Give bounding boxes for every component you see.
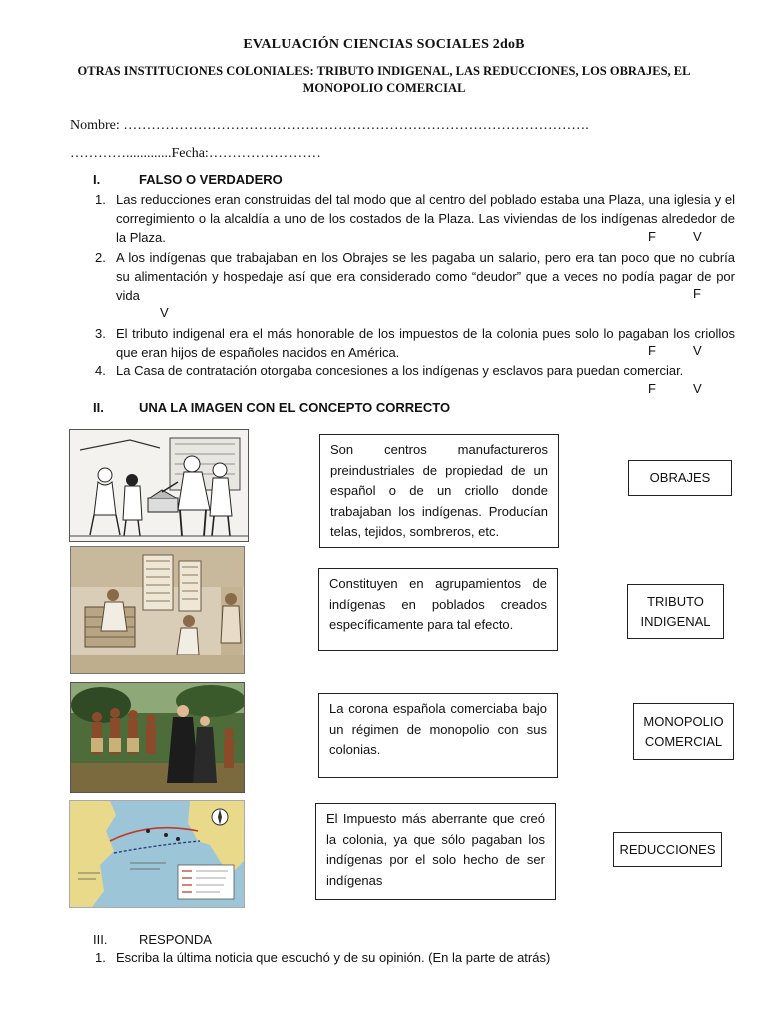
question-2-true-option[interactable]: V [160, 305, 169, 320]
concept-box-monopolio-comercial[interactable]: MONOPOLIO COMERCIAL [633, 703, 734, 760]
section-2-title: UNA LA IMAGEN CON EL CONCEPTO CORRECTO [139, 400, 451, 415]
question-iii-1-text: Escriba la última noticia que escuchó y de su opinión. (En la parte de atrás) [116, 950, 551, 965]
image-trade-map[interactable] [69, 800, 245, 908]
page-subtitle: OTRAS INSTITUCIONES COLONIALES: TRIBUTO INDIGENAL, LAS REDUCCIONES, LOS OBRAJES, EL MONOPOLIO COMERCIAL [77, 64, 691, 95]
definition-box-2: Constituyen en agrupamientos de indígenas en poblados creados específicamente para tal efecto. [318, 568, 558, 651]
definition-box-1: Son centros manufactureros preindustriales de propiedad de un español o de un criollo donde trabajaban los indígenas. Producían telas, tejidos, sombreros, etc. [319, 434, 559, 548]
question-1-false-option[interactable]: F [648, 229, 656, 244]
image-obraje-illustration[interactable] [70, 546, 245, 674]
date-field[interactable]: ………….............Fecha:…………………… [70, 146, 321, 161]
page-title: EVALUACIÓN CIENCIAS SOCIALES 2doB [243, 37, 525, 52]
question-iii-1-number: 1. [95, 950, 106, 965]
question-1-text: Las reducciones eran construidas del tal modo que al centro del poblado estaba una Plaza, una iglesia y el corregimiento o la alcaldía a uno de los costados de la Plaza. Las viviendas de los indígenas alrededor de la Plaza. [116, 192, 735, 245]
question-2-false-option[interactable]: F [693, 286, 701, 301]
section-2-numeral: II. [93, 400, 104, 415]
image-reducciones-painting[interactable] [70, 682, 245, 793]
definition-box-4: El Impuesto más aberrante que creó la colonia, ya que sólo pagaban los indígenas por el solo hecho de ser indígenas [315, 803, 556, 900]
question-1-number: 1. [95, 192, 106, 207]
section-3-title: RESPONDA [139, 932, 212, 947]
question-3-true-option[interactable]: V [693, 343, 702, 358]
question-2-number: 2. [95, 250, 106, 265]
concept-box-obrajes[interactable]: OBRAJES [628, 460, 732, 496]
section-3-numeral: III. [93, 932, 108, 947]
question-4-text: La Casa de contratación otorgaba concesiones a los indígenas y esclavos para puedan comerciar. [116, 363, 684, 378]
question-3-number: 3. [95, 326, 106, 341]
concept-box-reducciones[interactable]: REDUCCIONES [613, 832, 722, 867]
question-4-number: 4. [95, 363, 106, 378]
question-3-false-option[interactable]: F [648, 343, 656, 358]
question-4-true-option[interactable]: V [693, 381, 702, 396]
question-4-false-option[interactable]: F [648, 381, 656, 396]
section-1-title: FALSO O VERDADERO [139, 172, 283, 187]
definition-box-3: La corona española comerciaba bajo un régimen de monopolio con sus colonias. [318, 693, 558, 778]
section-1-numeral: I. [93, 172, 101, 187]
name-field[interactable]: Nombre: ………………………………………………………………………………………. [70, 118, 589, 133]
concept-box-tributo-indigenal[interactable]: TRIBUTO INDIGENAL [627, 584, 724, 639]
question-3-text: El tributo indigenal era el más honorable de los impuestos de la colonia pues solo lo pagaban los criollos que eran hijos de españoles nacidos en América. [116, 326, 735, 360]
question-2-text: A los indígenas que trabajaban en los Obrajes se les pagaba un salario, pero era tan poco que no cubría su alimentación y hospedaje así que era considerado como “deudor” que a veces no podía pagar de por vida [116, 250, 735, 303]
question-1-true-option[interactable]: V [693, 229, 702, 244]
image-tribute-drawing[interactable] [69, 429, 249, 542]
